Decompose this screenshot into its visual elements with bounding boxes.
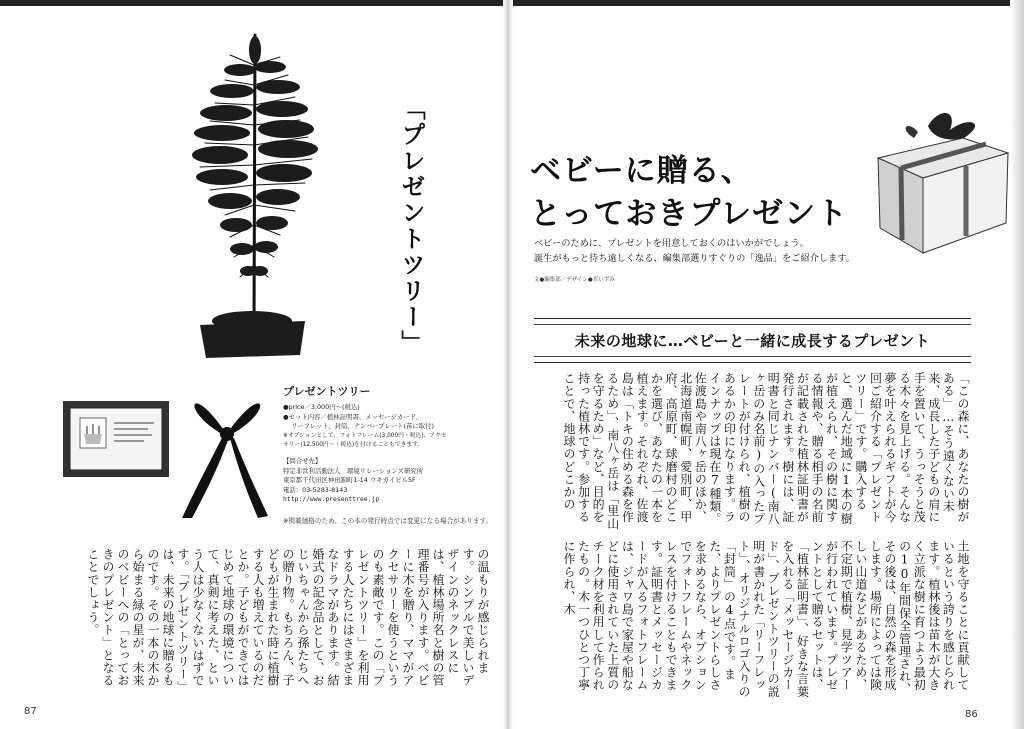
right-body-text-bottom: 土地を守ることに貢献しているという誇りを感じられます。植林後は苗木が大きく立派な樹に育つよう最初の10年間保全管理され、その後は、自然の森を形成します。場所によっては険しい山道などがあるため、不定期で植樹、見学ツアーが行われています。プレゼントとして贈るセットは、「植林証明書」、好きな言葉を入れる「メッセージカード」、プレゼントツリーの説明が書かれた「リーフレット」、オリジナルロゴ入りの「封筒」の4点です。また、よりプレゼントらしさを求めるなら、オプションでフォトフレームやネックレスを付けることもできます。証明書とメッセージカードが入るフォトフレームは、ジャワ島で家屋や船などに使用されていた上質のチーク材を利用して作られたもの。木一つひとつ丁寧に作られ、木: [561, 540, 970, 698]
set-contents-line-1: ●セット内容／植林証明書、メッセージカード、: [283, 412, 422, 421]
price-caption: ※掲載価格のため、この本の発行時点では変更になる場合があります。: [283, 517, 493, 525]
organization: 特定非営利活動法人 環境リレーションズ研究所: [283, 466, 424, 475]
subhead-rule-top: [534, 318, 971, 325]
address: 東京都千代田区神田錦町1-14 ウキガイビル5F: [283, 476, 416, 485]
photo-frame-image: [62, 400, 170, 478]
credit-line: 文●編集部／デザイン●宮いずみ: [534, 277, 615, 283]
lead-text: [534, 237, 914, 266]
phone: 電話：03-5283-8143: [283, 485, 348, 494]
set-contents-line-2: リーフレット、封筒、ナンバープレート(苗に取付): [291, 422, 435, 431]
contact-label: 【問合せ先】: [283, 456, 322, 465]
product-info-block: [283, 385, 498, 505]
headline-line-2: とっておきプレゼント: [530, 196, 849, 232]
right-body-text-top: 「この森に、あなたの樹がある」…そう遠くない未来、成長した子どもの肩に手を置いて、うっそうと茂る木々を見上げる。そんな夢を叶えられるギフトが今回ご紹介する「プレゼントツリー」です。購入すると、選んだ地域に1本の樹が植えられ、その樹に関する情報や、贈る相手の名前が記載された植林証明書が発行されます。樹には、証明書と同じナンバー(南八ヶ岳のみ名前)の入ったプレートが付けられ、植樹のあるかの印になります。ラインナップは現在7種類。佐渡島や南八ヶ岳のほか、北海道南幌町、愛別町、甲府、高原町、球磨村のどこかを選び、あなたの一本を植えます。それぞれ、佐渡島は「トキの住める森を作るため」、南八ヶ岳は「里山を守るため」など、目的を持った植林です。参加することで、地球のどこかの: [561, 372, 970, 530]
product-price: ●price／3,000円～(税込): [283, 403, 360, 411]
page-number-left: 87: [24, 706, 37, 717]
option-line-1: ※オプションとして、フォトフレーム(3,000円・税込)、アクセ: [283, 432, 447, 439]
product-name: プレゼントツリー: [283, 385, 371, 398]
page-gutter: [503, 0, 513, 729]
ribbon-bow-decoration: [170, 370, 280, 520]
subhead-rule-bottom: [534, 356, 971, 363]
section-subheading: 未来の地球に…ベビーと一緒に成長するプレゼント: [574, 332, 931, 350]
article-headline: [530, 150, 848, 236]
page-number-right: 86: [965, 709, 978, 720]
present-tree-photo: [170, 25, 340, 360]
gift-box-image: [868, 108, 1013, 258]
lead-line-2: 誕生がもっと待ち遠しくなる、編集部選りすぐりの「逸品」をご紹介します。: [534, 252, 855, 264]
lead-line-1: ベビーのために、プレゼントを用意しておくのはいかがでしょう。: [534, 238, 809, 249]
left-body-text: の温もりが感じられます。シンプルで美しいデザインのネックレスには、植林場所名と樹の管理番号が入ります。ベビーに木を贈り、ママがアクセサリーを使うというのも素敵です。この「プレゼントツリー」を利用する人たちにはさまざまなドラマがあります。結婚式の記念品として、おじいちゃんから孫たちへの贈り物。もちろん、子どもが生まれた時に植樹する人も増えているのだとか。子どもができてはじめて地球の環境について、真剣に考えた、という人は少なくないはずです。「プレゼントツリー」は、未来の地球に贈るものです。その一本の木から始まる緑の星が、未来のベビーへの「とっておきのプレゼント」となることでしょう。: [86, 548, 490, 694]
vertical-title: 「プレゼントツリー」: [397, 96, 426, 356]
website-url[interactable]: http://www.presenttree.jp: [283, 495, 380, 504]
option-line-2: サリー(12,500円～・税込)を付けることもできます。: [283, 442, 424, 449]
headline-line-1: ベビーに贈る、: [530, 153, 753, 189]
